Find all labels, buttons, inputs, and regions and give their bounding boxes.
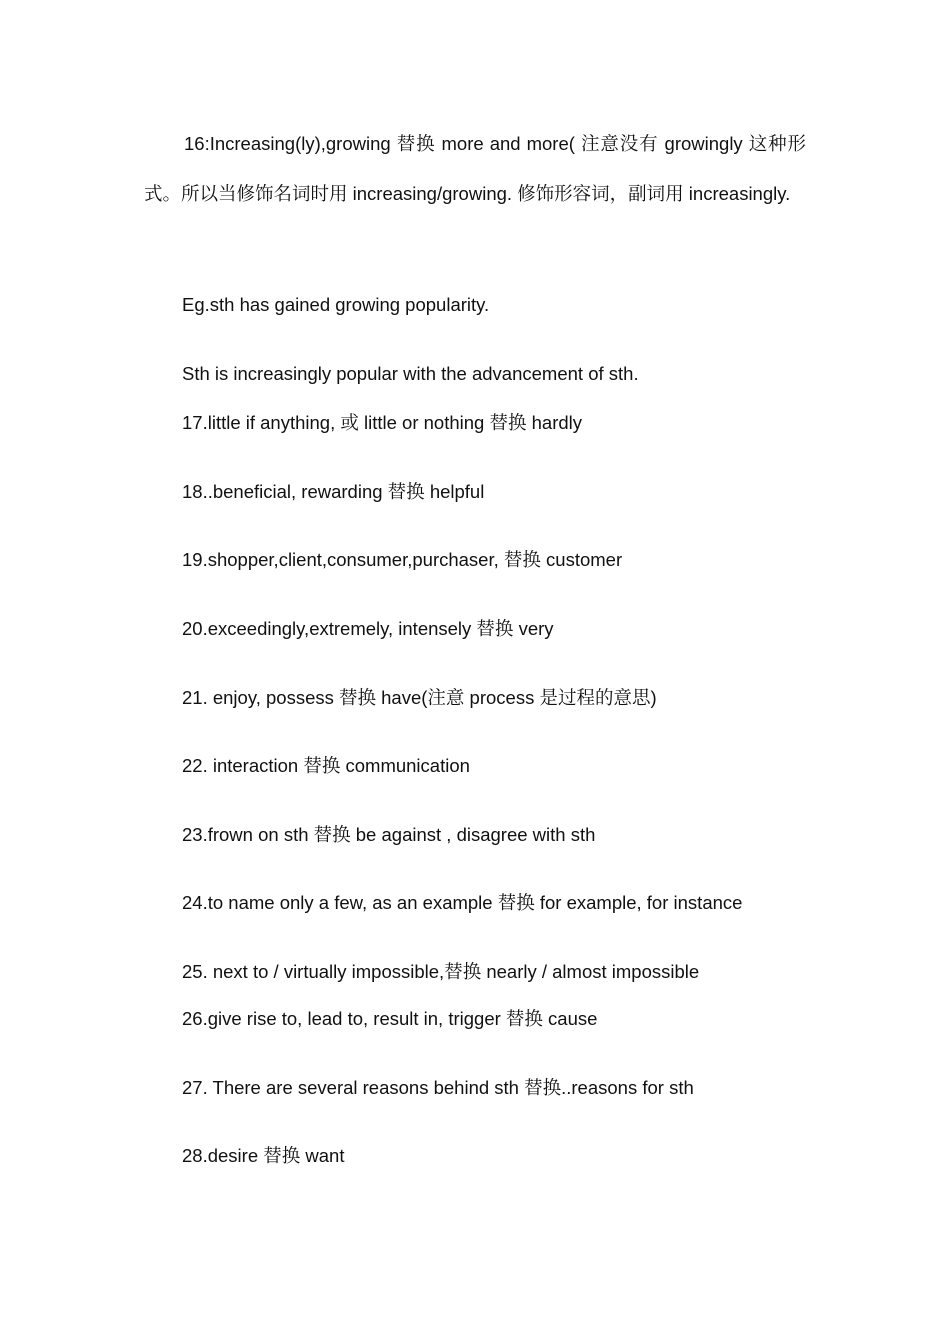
list-item: 19.shopper,client,consumer,purchaser, 替换 customer <box>182 549 623 570</box>
list-item: 25. next to / virtually impossible,替换 nearly / almost impossible <box>182 961 700 982</box>
list-item: 23.frown on sth 替换 be against , disagree with sth <box>182 824 596 845</box>
list-item: 24.to name only a few, as an example 替换 for example, for instance <box>182 892 743 913</box>
list-item: 26.give rise to, lead to, result in, trigger 替换 cause <box>182 1008 598 1029</box>
list-item: 18..beneficial, rewarding 替换 helpful <box>182 481 485 502</box>
list-item: 17.little if anything, 或 little or nothing 替换 hardly <box>182 412 582 433</box>
list-item: 22. interaction 替换 communication <box>182 755 470 776</box>
list-item: 21. enjoy, possess 替换 have(注意 process 是过程的意思) <box>182 687 657 708</box>
list-item: 20.exceedingly,extremely, intensely 替换 very <box>182 618 554 639</box>
example-line-1: Eg.sth has gained growing popularity. <box>182 294 490 315</box>
paragraph-16: 16:Increasing(ly),growing 替换 more and more( 注意没有 growingly 这种形式。所以当修饰名词时用 increasing/growing. 修饰形容词，副词用 increasingly. <box>144 133 806 204</box>
example-line-2: Sth is increasingly popular with the advancement of sth. <box>182 363 639 384</box>
list-item: 28.desire 替换 want <box>182 1145 345 1166</box>
list-item: 27. There are several reasons behind sth 替换..reasons for sth <box>182 1077 694 1098</box>
